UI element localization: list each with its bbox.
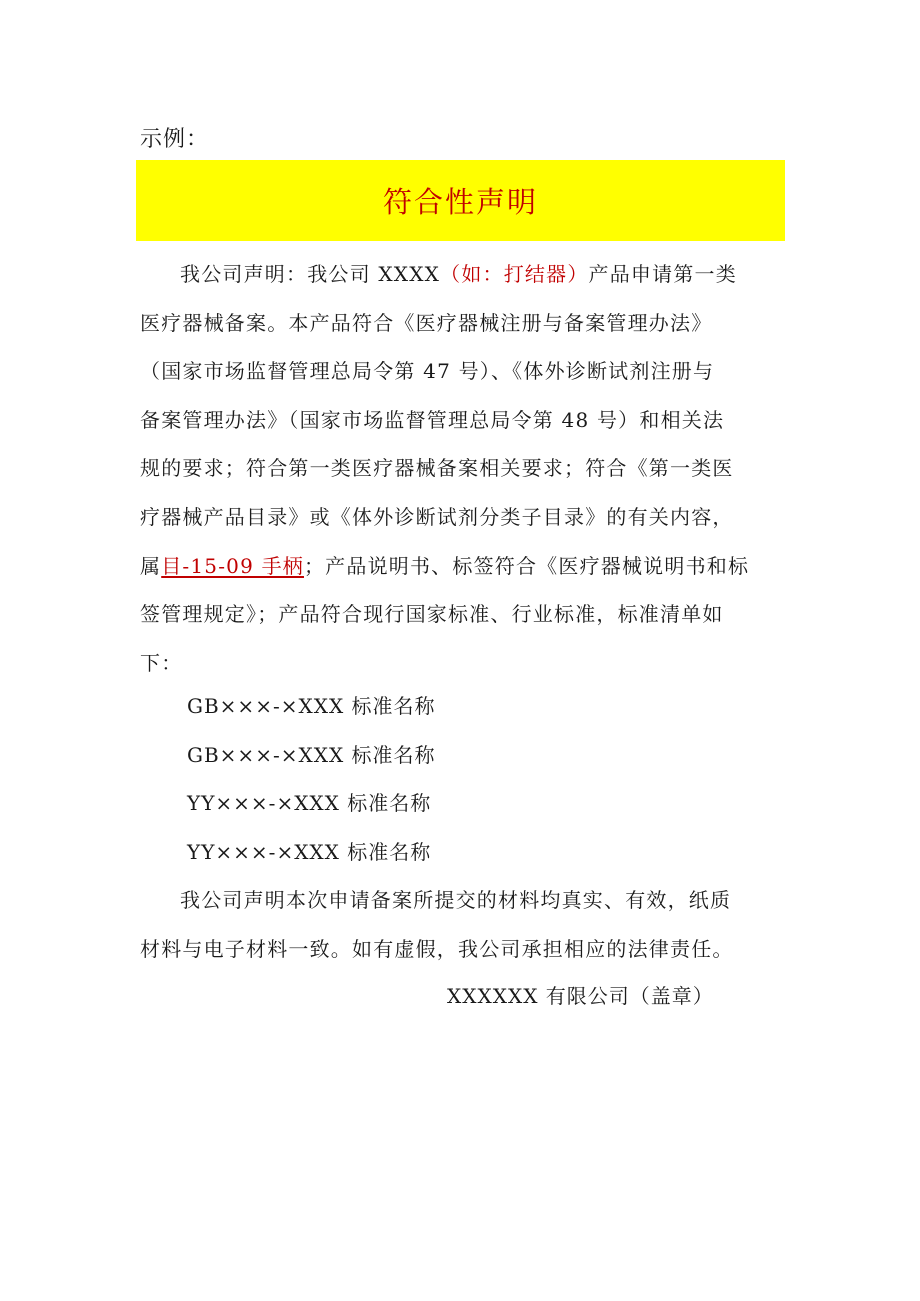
example-label: 示例：: [140, 127, 210, 152]
standard-item: GB×××-×XXX 标准名称: [187, 694, 436, 718]
declaration-body: [140, 250, 790, 687]
body-line-4: 备案管理办法》（国家市场监督管理总局令第 48 号）和相关法: [140, 407, 725, 432]
body-line-8: 签管理规定》；产品符合现行国家标准、行业标准，标准清单如: [140, 602, 724, 627]
body-line-6: 疗器械产品目录》或《体外诊断试剂分类子目录》的有关内容，: [140, 504, 734, 529]
body-line-1: [140, 250, 790, 299]
declaration-title: 符合性声明: [382, 185, 538, 219]
body-line-7-tail: ；产品说明书、标签符合《医疗器械说明书和标: [303, 553, 750, 578]
body-line-2: 医疗器械备案。本产品符合《医疗器械注册与备案管理办法》: [140, 310, 713, 335]
body-line-9: 下：: [140, 650, 183, 675]
body-line-7-lead: 属: [140, 553, 162, 578]
body-line-7: [140, 542, 790, 591]
title-band: [136, 160, 785, 241]
closing-line-2: 材料与电子材料一致。如有虚假，我公司承担相应的法律责任。: [140, 936, 734, 961]
product-example-note: （如：打结器）: [440, 262, 589, 286]
company-signature: XXXXXX 有限公司（盖章）: [447, 984, 714, 1008]
standards-list: [187, 682, 436, 876]
standard-item: GB×××-×XXX 标准名称: [187, 742, 436, 767]
closing-line-1: 我公司声明本次申请备案所提交的材料均真实、有效，纸质: [180, 888, 732, 912]
standard-item: YY×××-×XXX 标准名称: [187, 839, 432, 864]
category-code: 目-15-09 手柄: [161, 553, 304, 578]
closing-statement: [140, 876, 800, 973]
body-line-5: 规的要求；符合第一类医疗器械备案相关要求；符合《第一类医: [140, 456, 734, 481]
standard-item: YY×××-×XXX 标准名称: [187, 791, 432, 816]
body-line-3: （国家市场监督管理总局令第 47 号）、《体外诊断试剂注册与: [140, 359, 715, 384]
body-line-1-lead: 我公司声明：我公司 XXXX: [180, 262, 441, 286]
body-line-1-tail: 产品申请第一类: [588, 262, 737, 286]
